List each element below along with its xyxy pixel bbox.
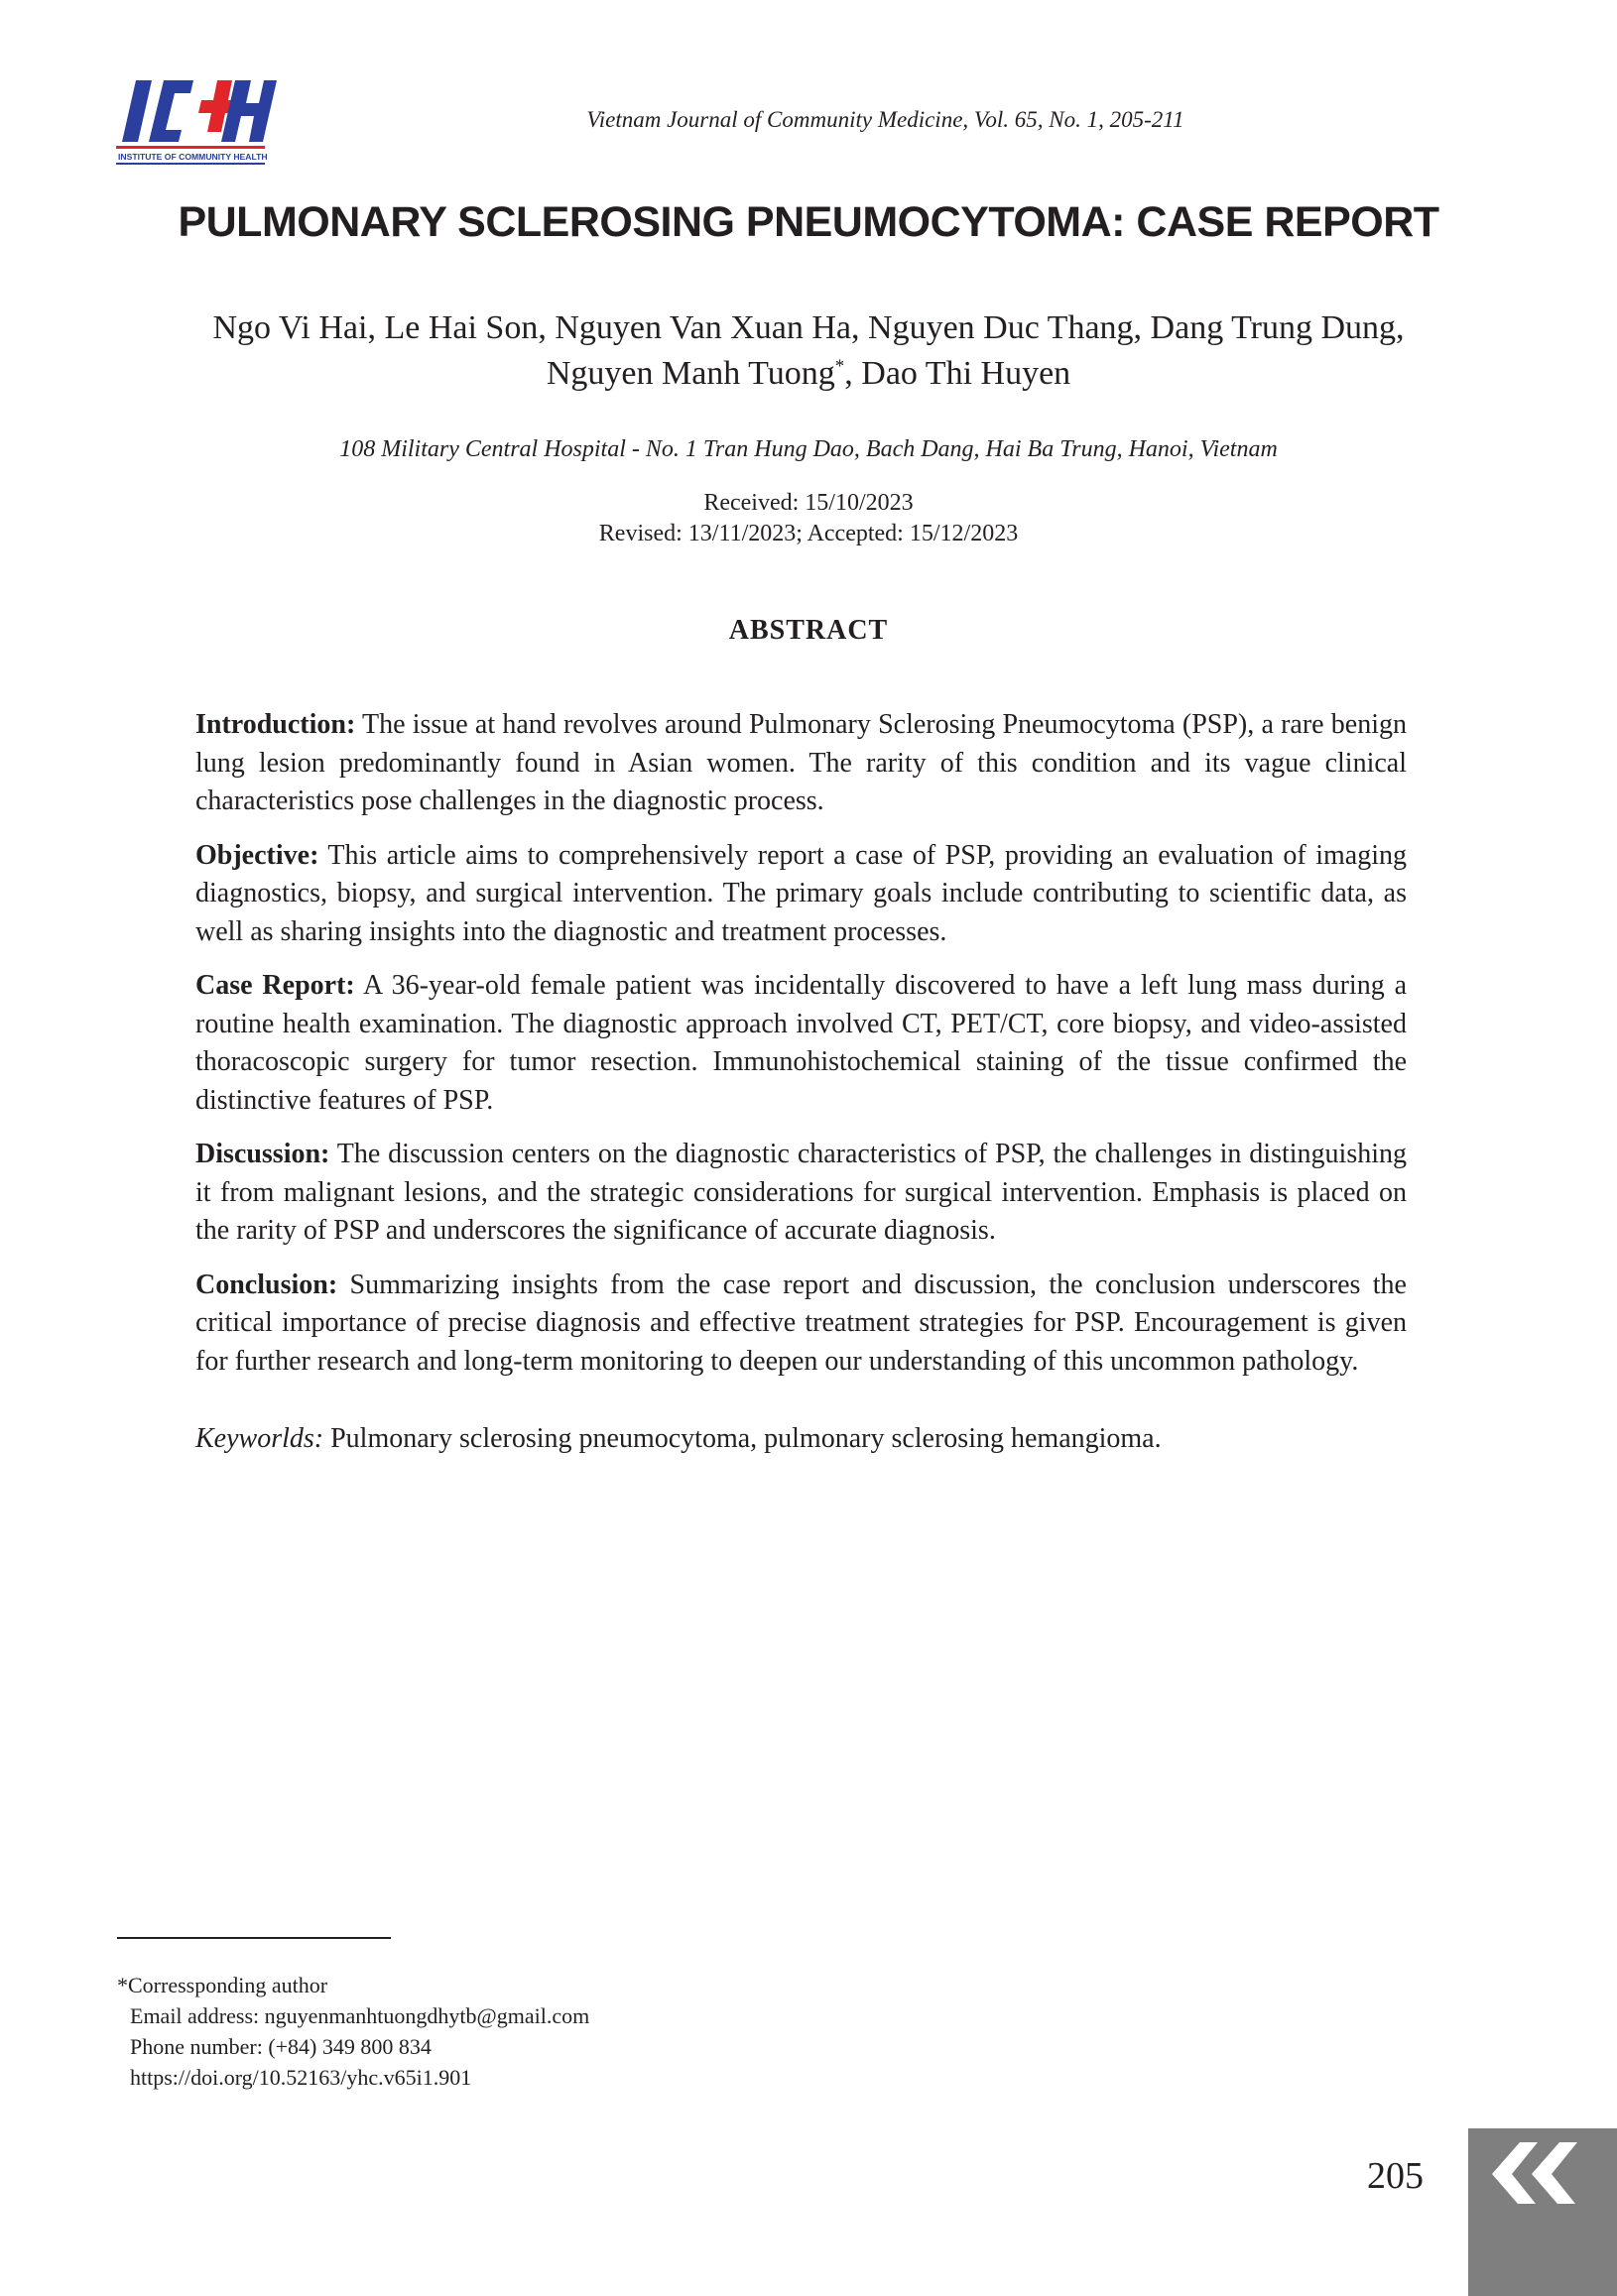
abstract-introduction [195, 706, 1407, 821]
revised-accepted-date: Revised: 13/11/2023; Accepted: 15/12/2023 [598, 521, 1019, 546]
section-text: A 36-year-old female patient was incidentally discovered to have a left lung mass during a routine health examination. The diagnostic approach involved CT, PET/CT, core biopsy, and video-assisted thoracoscopic surgery for tumor resection. Immunohistochemical staining of the tissue confirmed the distinctive features of PSP. [195, 970, 1407, 1116]
affiliation: 108 Military Central Hospital - No. 1 Tran Hung Dao, Bach Dang, Hai Ba Trung, Hanoi, Vietnam [339, 436, 1278, 462]
footnote-divider [117, 1937, 391, 1939]
abstract-heading: ABSTRACT [728, 615, 889, 646]
corresponding-author-name: Nguyen Manh Tuong [546, 355, 835, 392]
section-label: Objective: [195, 839, 319, 871]
phone-number: Phone number: (+84) 349 800 834 [130, 2034, 432, 2059]
author-line-2-rest: , Dao Thi Huyen [844, 355, 1071, 392]
section-label: Case Report: [195, 970, 355, 1001]
journal-citation: Vietnam Journal of Community Medicine, Vol. 65, No. 1, 205-211 [586, 107, 1184, 132]
page-number: 205 [1367, 2155, 1424, 2197]
section-label: Discussion: [195, 1139, 330, 1169]
abstract-case-report [195, 967, 1407, 1120]
article-title: PULMONARY SCLEROSING PNEUMOCYTOMA: CASE REPORT [178, 198, 1439, 246]
corresponding-mark: * [834, 356, 845, 377]
email-address: Email address: nguyenmanhtuongdhytb@gmail.com [130, 2003, 590, 2028]
logo-text: INSTITUTE OF COMMUNITY HEALTH [118, 152, 268, 162]
double-chevron-left-icon [1478, 2138, 1577, 2218]
abstract-conclusion [195, 1267, 1407, 1382]
author-line-2 [119, 351, 1498, 397]
section-text: This article aims to comprehensively report a case of PSP, providing an evaluation of imaging diagnostics, biopsy, and surgical intervention. The primary goals include contributing to scientific data, as well as sharing insights into the diagnostic and treatment processes. [195, 839, 1407, 947]
section-text: The issue at hand revolves around Pulmonary Sclerosing Pneumocytoma (PSP), a rare benign lung lesion predominantly found in Asian women. The rarity of this condition and its vague clinical characteristics pose challenges in the diagnostic process. [195, 709, 1407, 816]
received-date: Received: 15/10/2023 [703, 490, 914, 516]
doi-link[interactable]: https://doi.org/10.52163/yhc.v65i1.901 [130, 2065, 472, 2090]
keywords-text: Pulmonary sclerosing pneumocytoma, pulmonary sclerosing hemangioma. [323, 1423, 1162, 1454]
abstract-discussion [195, 1136, 1407, 1251]
abstract-body [195, 706, 1407, 1475]
section-label: Conclusion: [195, 1269, 338, 1300]
author-line-1: Ngo Vi Hai, Le Hai Son, Nguyen Van Xuan Ha, Nguyen Duc Thang, Dang Trung Dung, [212, 309, 1405, 346]
keywords [195, 1420, 1407, 1459]
section-label: Introduction: [195, 709, 356, 740]
page-tab [1468, 2128, 1617, 2296]
article-dates [0, 488, 1617, 549]
abstract-objective [195, 837, 1407, 952]
corresponding-note: *Corressponding author [117, 1973, 328, 1997]
section-text: Summarizing insights from the case report and discussion, the conclusion underscores the critical importance of precise diagnosis and effective treatment strategies for PSP. Encouragement is given for further research and long-term monitoring to deepen our understanding of this uncommon pathology. [195, 1269, 1407, 1377]
author-list [119, 305, 1498, 397]
footnote [117, 1970, 589, 2093]
keywords-label: Keyworlds: [195, 1423, 324, 1454]
section-text: The discussion centers on the diagnostic characteristics of PSP, the challenges in distinguishing it from malignant lesions, and the strategic considerations for surgical intervention. Emphasis is placed on the rarity of PSP and underscores the significance of accurate diagnosis. [195, 1139, 1407, 1246]
